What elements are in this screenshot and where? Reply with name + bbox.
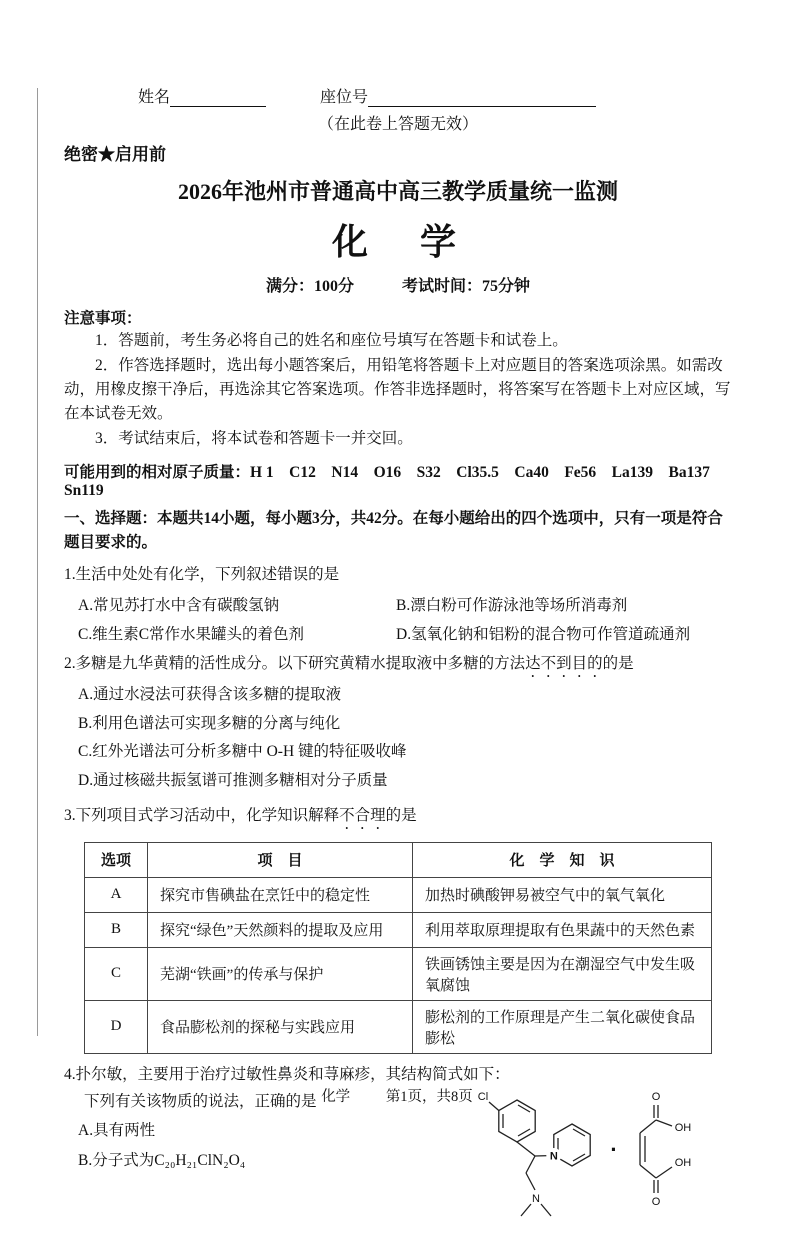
name-label: 姓名: [138, 89, 171, 106]
table-row: [85, 1000, 712, 1053]
notice-item-2: 2．作答选择题时，选出每小题答案后，用铅笔将答题卡上对应题目的答案选项涂黑。如需改动，用橡皮擦干净后，再选涂其它答案选项。作答非选择题时，将答案写在答题卡上对应区域，写在本试卷无效。: [64, 357, 731, 423]
q3-row-a-knowledge: 加热时碘酸钾易被空气中的氧气氧化: [413, 877, 712, 912]
q2-option-a: A.通过水浸法可获得含该多糖的提取液: [78, 686, 342, 704]
q3-stem-emphasis: 不合理: [339, 806, 386, 824]
top-oh-label: OH: [674, 1121, 692, 1134]
notice-heading: 注意事项：: [64, 310, 142, 327]
q2-stem-emphasis: 达不到目的: [525, 655, 603, 673]
bottom-oh-label: OH: [674, 1156, 692, 1169]
full-score: 满分：100分: [265, 278, 354, 295]
secret-label: 绝密★启用前: [64, 145, 166, 164]
top-carbonyl-o-label: O: [651, 1090, 661, 1103]
notice-item-1: 1．答题前，考生务必将自己的姓名和座位号填写在答题卡和试卷上。: [95, 332, 568, 349]
q1-option-c: C.维生素C常作水果罐头的着色剂: [78, 626, 305, 644]
q3-table: [84, 842, 712, 1054]
q3-header-knowledge: 化 学 知 识: [413, 842, 712, 877]
footer-subject: 化学: [321, 1089, 351, 1105]
q2-stem-post: 的是: [602, 655, 634, 673]
q1-options: [64, 593, 732, 644]
q2-option-b: B.利用色谱法可实现多糖的分离与纯化: [78, 714, 341, 732]
notice-item-3: 3．考试结束后，将本试卷和答题卡一并交回。: [95, 430, 413, 448]
q3-stem-post: 的是: [385, 806, 417, 824]
section1-heading: 一、选择题：本题共14小题，每小题3分，共42分。在每小题给出的四个选项中，只有一项是符合题目要求的。: [64, 510, 723, 552]
page-footer: [0, 1085, 794, 1106]
exam-time: 考试时间：75分钟: [402, 278, 531, 295]
q1-option-d: D.氢氧化钠和铝粉的混合物可作管道疏通剂: [396, 626, 691, 644]
cl-atom-label: Cl: [477, 1090, 489, 1103]
bottom-carbonyl-o-label: O: [651, 1195, 661, 1208]
score-time-row: [64, 273, 732, 296]
footer-page-number: 第1页，共8页: [385, 1089, 473, 1105]
q3-row-d-label: D: [85, 1000, 148, 1053]
name-seat-row: [138, 84, 732, 107]
q3-row-d-project: 食品膨松剂的探秘与实践应用: [148, 1000, 413, 1053]
q4-stem-1: 4.扑尔敏，主要用于治疗过敏性鼻炎和荨麻疹，其结构简式如下：: [64, 1065, 510, 1083]
q3-row-b-knowledge: 利用萃取原理提取有色果蔬中的天然色素: [413, 912, 712, 947]
q3-row-d-knowledge: 膨松剂的工作原理是产生二氧化碳使食品膨松: [413, 1000, 712, 1053]
q2-stem: [64, 652, 732, 681]
q2-stem-pre: 2.多糖是九华黄精的活性成分。以下研究黄精水提取液中多糖的方法: [64, 655, 526, 673]
scan-artifact-line: [37, 88, 38, 1036]
q3-row-b-project: 探究“绿色”天然颜料的提取及应用: [148, 912, 413, 947]
q3-header-project: 项 目: [148, 842, 413, 877]
structure-bonds: [489, 1100, 672, 1216]
q1-option-a: A.常见苏打水中含有碳酸氢钠: [78, 597, 280, 615]
q3-stem-pre: 3.下列项目式学习活动中，化学知识解释: [64, 806, 340, 824]
table-row: [85, 912, 712, 947]
invalid-answer-note: （在此卷上答题无效）: [317, 116, 478, 133]
q3-row-c-label: C: [85, 947, 148, 1000]
q3-stem: [64, 804, 732, 833]
q3-table-header-row: [85, 842, 712, 877]
q3-row-a-label: A: [85, 877, 148, 912]
pyridine-n-label: N: [549, 1150, 558, 1163]
atomic-masses-line: 可能用到的相对原子质量：H 1 C12 N14 O16 S32 Cl35.5 Ca40 Fe56 La139 Ba137 Sn119: [64, 464, 726, 500]
q2-option-d: D.通过核磁共振氢谱可推测多糖相对分子质量: [78, 772, 388, 790]
seat-blank: [368, 89, 596, 107]
q1-stem: 1.生活中处处有化学，下列叙述错误的是: [64, 566, 340, 584]
q3-row-a-project: 探究市售碘盐在烹饪中的稳定性: [148, 877, 413, 912]
table-row: [85, 877, 712, 912]
q3-header-option: 选项: [85, 842, 148, 877]
name-blank: [170, 89, 266, 107]
seat-label: 座位号: [320, 89, 369, 106]
subject-title: 化 学: [331, 222, 464, 262]
amine-n-label: N: [532, 1192, 540, 1205]
q3-row-b-label: B: [85, 912, 148, 947]
q2-option-c: C.红外光谱法可分析多糖中 O-H 键的特征吸收峰: [78, 743, 407, 761]
table-row: [85, 947, 712, 1000]
q3-row-c-knowledge: 铁画锈蚀主要是因为在潮湿空气中发生吸氧腐蚀: [413, 947, 712, 1000]
q1-option-b: B.漂白粉可作游泳池等场所消毒剂: [396, 597, 628, 615]
salt-dot: ·: [610, 1136, 618, 1162]
q4-stem-2: 下列有关该物质的说法，正确的是: [84, 1092, 317, 1110]
exam-title: 2026年池州市普通高中高三教学质量统一监测: [177, 179, 618, 204]
q4-option-a: A.具有两性: [78, 1121, 156, 1139]
q3-row-c-project: 芜湖“铁画”的传承与保护: [148, 947, 413, 1000]
q4-option-b: B.分子式为C₂₀H₂₁ClN₂O₄: [78, 1151, 246, 1169]
